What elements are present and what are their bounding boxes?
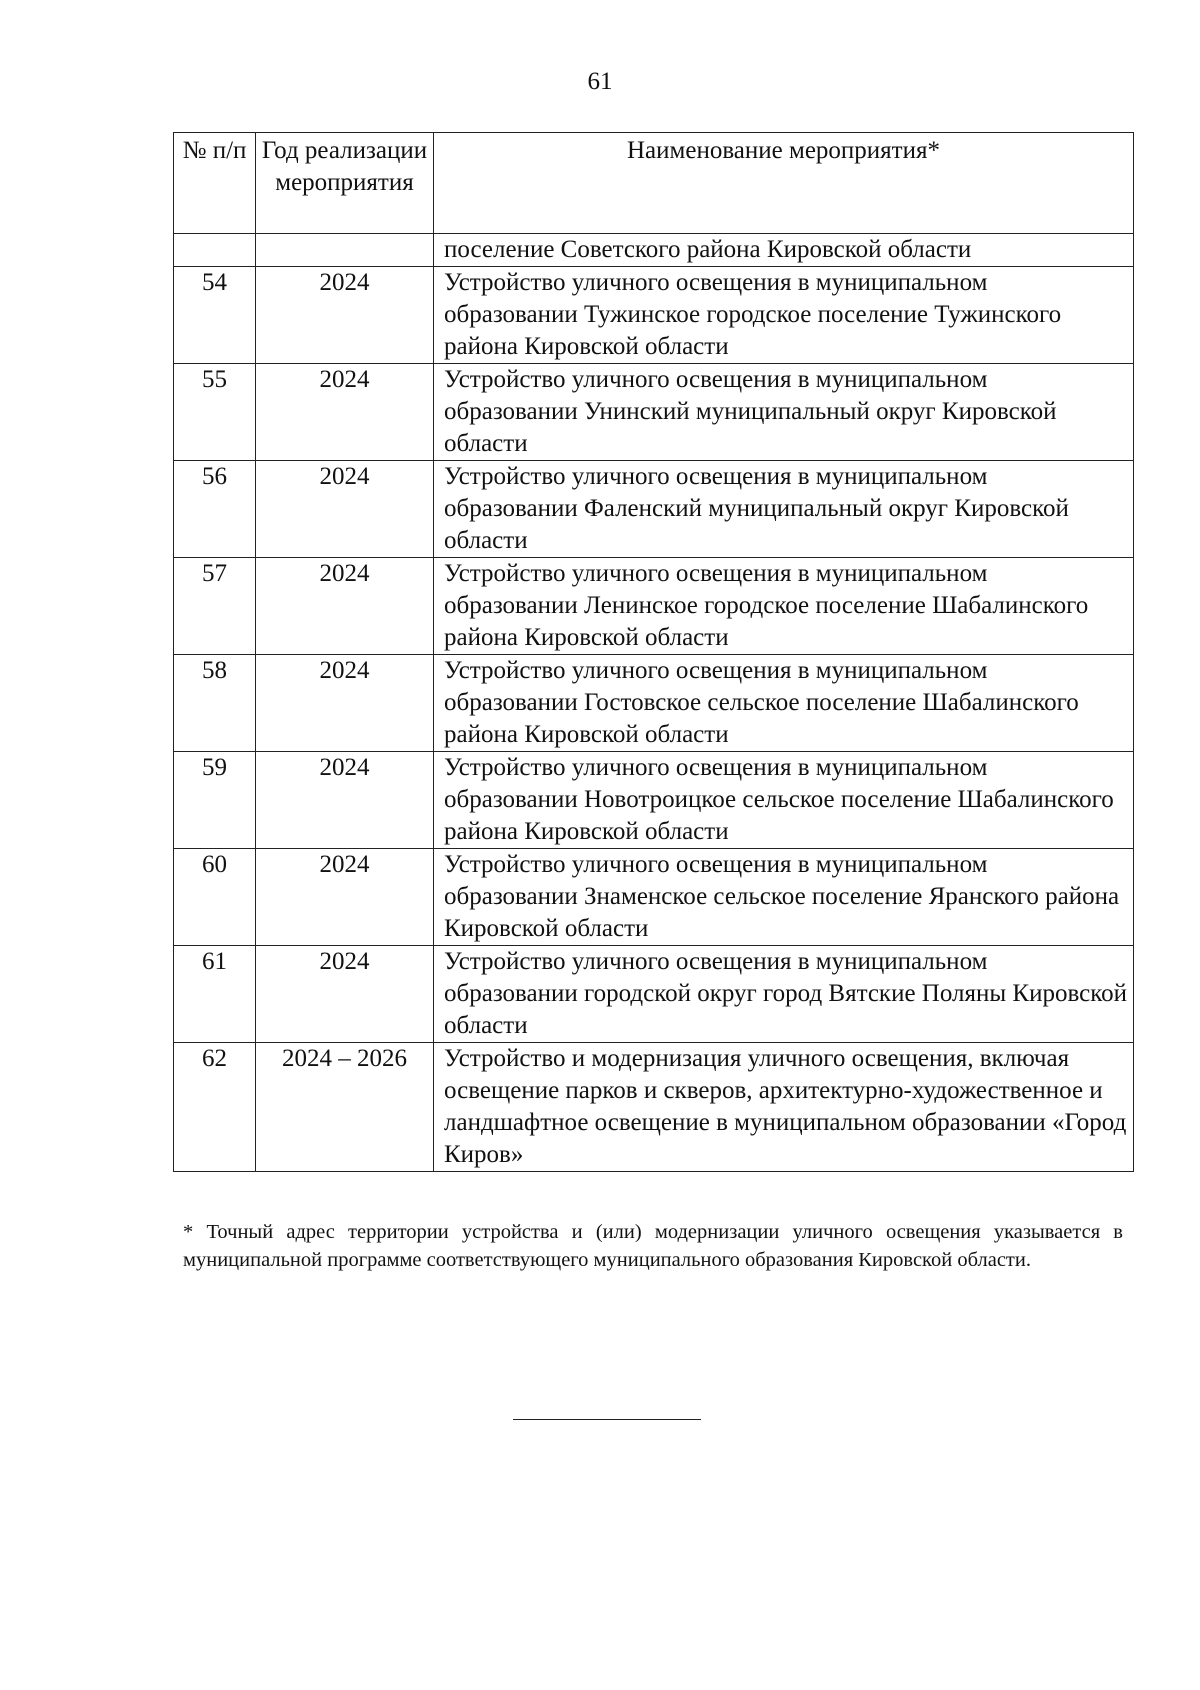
table-row bbox=[174, 461, 1134, 558]
footnote: * Точный адрес территории устройства и (или) модернизации уличного освещения указывается в муниципальной программе соответствующего муниципального образования Кировской области. bbox=[183, 1221, 1123, 1271]
row-num: 57 bbox=[174, 558, 256, 655]
table-row bbox=[174, 655, 1134, 752]
table-row bbox=[174, 267, 1134, 364]
table-row bbox=[174, 1043, 1134, 1172]
end-divider bbox=[513, 1419, 701, 1420]
row-year: 2024 bbox=[256, 946, 434, 1043]
row-num: 56 bbox=[174, 461, 256, 558]
header-name: Наименование мероприятия* bbox=[434, 133, 1134, 234]
row-year: 2024 bbox=[256, 558, 434, 655]
table-row-continuation bbox=[174, 234, 1134, 267]
row-num bbox=[174, 234, 256, 267]
row-num: 62 bbox=[174, 1043, 256, 1172]
row-name: Устройство уличного освещения в муниципальном образовании Тужинское городское поселение Тужинского района Кировской области bbox=[434, 267, 1134, 364]
row-name: поселение Советского района Кировской области bbox=[434, 234, 1134, 267]
row-year: 2024 bbox=[256, 461, 434, 558]
row-num: 61 bbox=[174, 946, 256, 1043]
table-row bbox=[174, 946, 1134, 1043]
page-number: 61 bbox=[587, 68, 613, 95]
table-row bbox=[174, 849, 1134, 946]
row-year: 2024 bbox=[256, 752, 434, 849]
row-num: 60 bbox=[174, 849, 256, 946]
row-year: 2024 bbox=[256, 267, 434, 364]
row-name: Устройство и модернизация уличного освещения, включая освещение парков и скверов, архитектурно-художественное и ландшафтное освещение в муниципальном образовании «Город Киров» bbox=[434, 1043, 1134, 1172]
row-year bbox=[256, 234, 434, 267]
row-year: 2024 – 2026 bbox=[256, 1043, 434, 1172]
row-num: 59 bbox=[174, 752, 256, 849]
table-header-row bbox=[174, 133, 1134, 234]
row-name: Устройство уличного освещения в муниципальном образовании Унинский муниципальный округ Кировской области bbox=[434, 364, 1134, 461]
row-name: Устройство уличного освещения в муниципальном образовании Знаменское сельское поселение Яранского района Кировской области bbox=[434, 849, 1134, 946]
row-num: 55 bbox=[174, 364, 256, 461]
row-name: Устройство уличного освещения в муниципальном образовании Фаленский муниципальный округ Кировской области bbox=[434, 461, 1134, 558]
row-name: Устройство уличного освещения в муниципальном образовании Ленинское городское поселение Шабалинского района Кировской области bbox=[434, 558, 1134, 655]
row-num: 54 bbox=[174, 267, 256, 364]
row-num: 58 bbox=[174, 655, 256, 752]
row-year: 2024 bbox=[256, 655, 434, 752]
measures-table bbox=[173, 132, 1134, 1172]
header-year: Год реализации мероприятия bbox=[256, 133, 434, 234]
row-name: Устройство уличного освещения в муниципальном образовании городской округ город Вятские Поляны Кировской области bbox=[434, 946, 1134, 1043]
table-row bbox=[174, 752, 1134, 849]
row-name: Устройство уличного освещения в муниципальном образовании Гостовское сельское поселение Шабалинского района Кировской области bbox=[434, 655, 1134, 752]
table-row bbox=[174, 364, 1134, 461]
row-year: 2024 bbox=[256, 364, 434, 461]
table-row bbox=[174, 558, 1134, 655]
row-name: Устройство уличного освещения в муниципальном образовании Новотроицкое сельское поселение Шабалинского района Кировской области bbox=[434, 752, 1134, 849]
row-year: 2024 bbox=[256, 849, 434, 946]
header-num: № п/п bbox=[174, 133, 256, 234]
